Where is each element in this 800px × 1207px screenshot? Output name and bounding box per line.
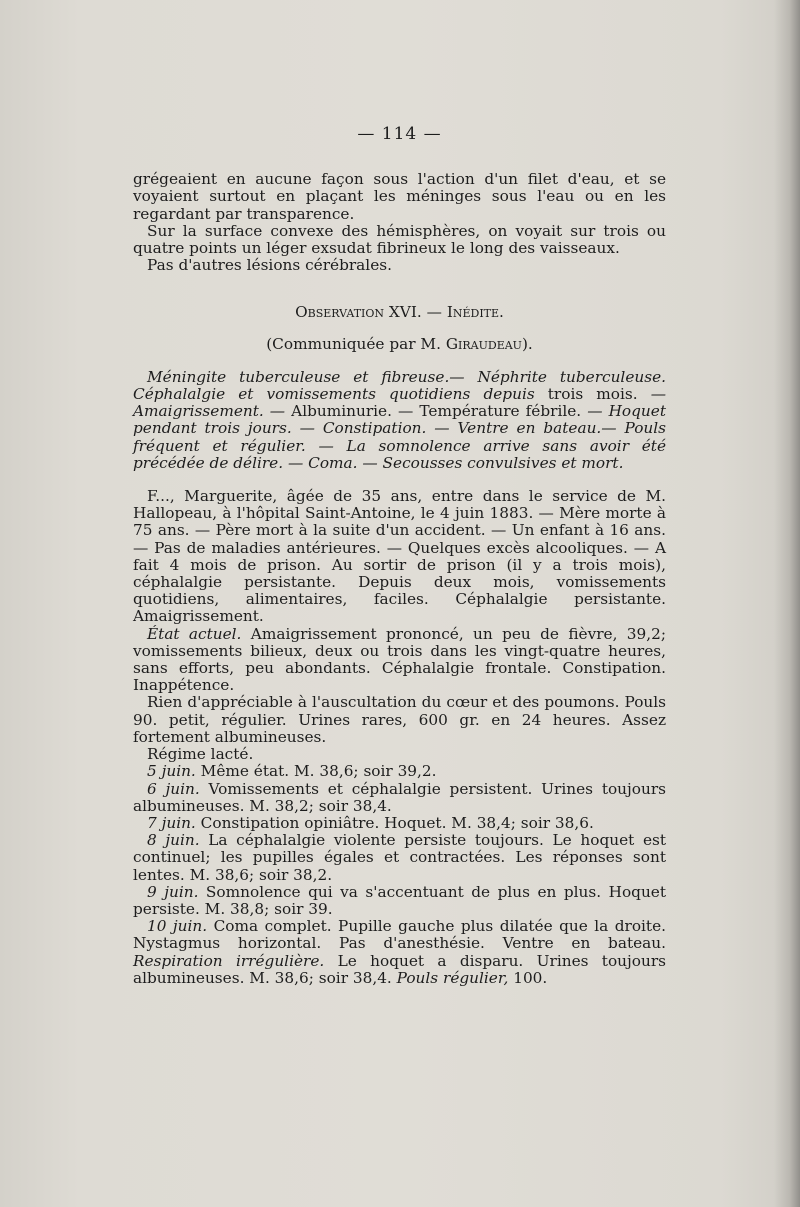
entry-5-juin [133,763,666,780]
page-text [133,126,666,987]
entry-7-juin [133,815,666,832]
entry-8-juin [133,832,666,884]
paragraph-convexe: Sur la surface convexe des hémisphères, on voyait sur trois ou quatre points un léger exsudat fibrineux le long des vaisseaux. [133,221,666,258]
paragraph-lesions: Pas d'autres lésions cérébrales. [147,256,392,275]
entry-6-juin [133,781,666,815]
paragraph-regime: Régime lacté. [147,745,254,764]
date-10-juin: 10 juin. [147,917,208,936]
text-9-juin: Somnolence qui va s'accentuant de plus en plus. Hoquet persiste. M. 38,8; soir 39. [133,882,667,918]
spacer [133,472,666,488]
case-summary [133,369,666,472]
paragraph-intro: grégeaient en aucune façon sous l'action d'un filet d'eau, et se voyaient surtout en plaçant les méninges sous l'eau ou en les regardant par transparence. [133,170,666,223]
communication-line [133,336,666,353]
date-5-juin: 5 juin. [147,762,196,781]
page-edge-shadow [774,0,800,1207]
date-7-juin: 7 juin. [147,813,196,832]
summary-part-1: Méningite tuberculeuse et fibreuse.— Néphrite tuberculeuse. Céphalalgie et vomissements quotidiens depuis [133,367,666,404]
observation-label: Observation [295,303,385,322]
date-9-juin: 9 juin. [147,882,199,901]
etat-actuel-heading: État actuel. [147,624,242,643]
paragraph-etat-actuel [133,626,666,695]
observation-sep: — [426,303,442,322]
respiration-note: Respiration irrégulière. [133,951,325,970]
observation-status: Inédite. [446,303,504,322]
paragraph-history: F..., Marguerite, âgée de 35 ans, entre dans le service de M. Hallopeau, à l'hôpital Saint-Antoine, le 4 juin 1883. — Mère morte à 75 ans. — Père mort à la suite d'un accident. — Un enfant à 16 ans. — Pas de maladies antérieures. — Quelques excès alcooliques. — A fait 4 mois de prison. Au sortir de prison (il y a trois mois), céphalalgie persistante. Depuis deux mois, vomissements quotidiens, alimentaires, faciles. Céphalalgie persistante. Amaigrissement. [133,487,666,626]
etat-actuel-text: Amaigrissement prononcé, un peu de fièvre, 39,2; vomissements bilieux, deux ou trois dans les vingt-quatre heures, sans efforts, peu abondants. Céphalalgie frontale. Constipation. Inappétence. [133,624,666,695]
text-8-juin: La céphalalgie violente persiste toujours. Le hoquet est continuel; les pupilles égales et contractées. Les réponses sont lentes. M. 38,6; soir 38,2. [133,831,666,884]
observation-title [133,304,666,321]
text-10-juin-b: Le hoquet a disparu. Urines toujours albumineuses. M. 38,6; soir 38,4. [133,951,666,987]
summary-part-1-upright: trois mois. [547,385,638,404]
date-8-juin: 8 juin. [147,831,200,850]
text-10-juin-c: 100. [508,968,548,987]
summary-part-3: — Hoquet pendant trois jours. — Constipation. — Ventre en bateau.— Pouls fréquent et régulier. — La somnolence arrive sans avoir été précédée de délire. — Coma. — Secousses convulsives et mort. [133,402,666,472]
entry-10-juin [133,918,666,987]
paragraph-auscultation: Rien d'appréciable à l'auscultation du cœur et des poumons. Pouls 90. petit, régulier. Urines rares, 600 gr. en 24 heures. Assez fortement albumineuses. [133,693,666,746]
text-5-juin: Même état. M. 38,6; soir 39,2. [195,762,437,781]
date-6-juin: 6 juin. [147,779,200,798]
text-6-juin: Vomissements et céphalalgie persistent. Urines toujours albumineuses. M. 38,2; soir 38,4. [133,779,666,815]
entry-9-juin [133,884,666,918]
text-10-juin-a: Coma complet. Pupille gauche plus dilatée que la droite. Nystagmus horizontal. Pas d'anesthésie. Ventre en bateau. [133,917,666,953]
text-7-juin: Constipation opiniâtre. Hoquet. M. 38,4; soir 38,6. [195,813,594,832]
page-number: — 114 — [357,124,442,144]
summary-part-2: —Amaigrissement. — [133,385,666,421]
summary-part-2-upright: Albuminurie. — Température fébrile. [285,402,582,421]
communication-end: ). [521,334,533,353]
communication-text: (Communiquée par M. [266,334,441,353]
pouls-note: Pouls régulier, [396,968,509,987]
observation-number: XVI. [388,303,422,322]
communication-author: Giraudeau [445,334,522,353]
